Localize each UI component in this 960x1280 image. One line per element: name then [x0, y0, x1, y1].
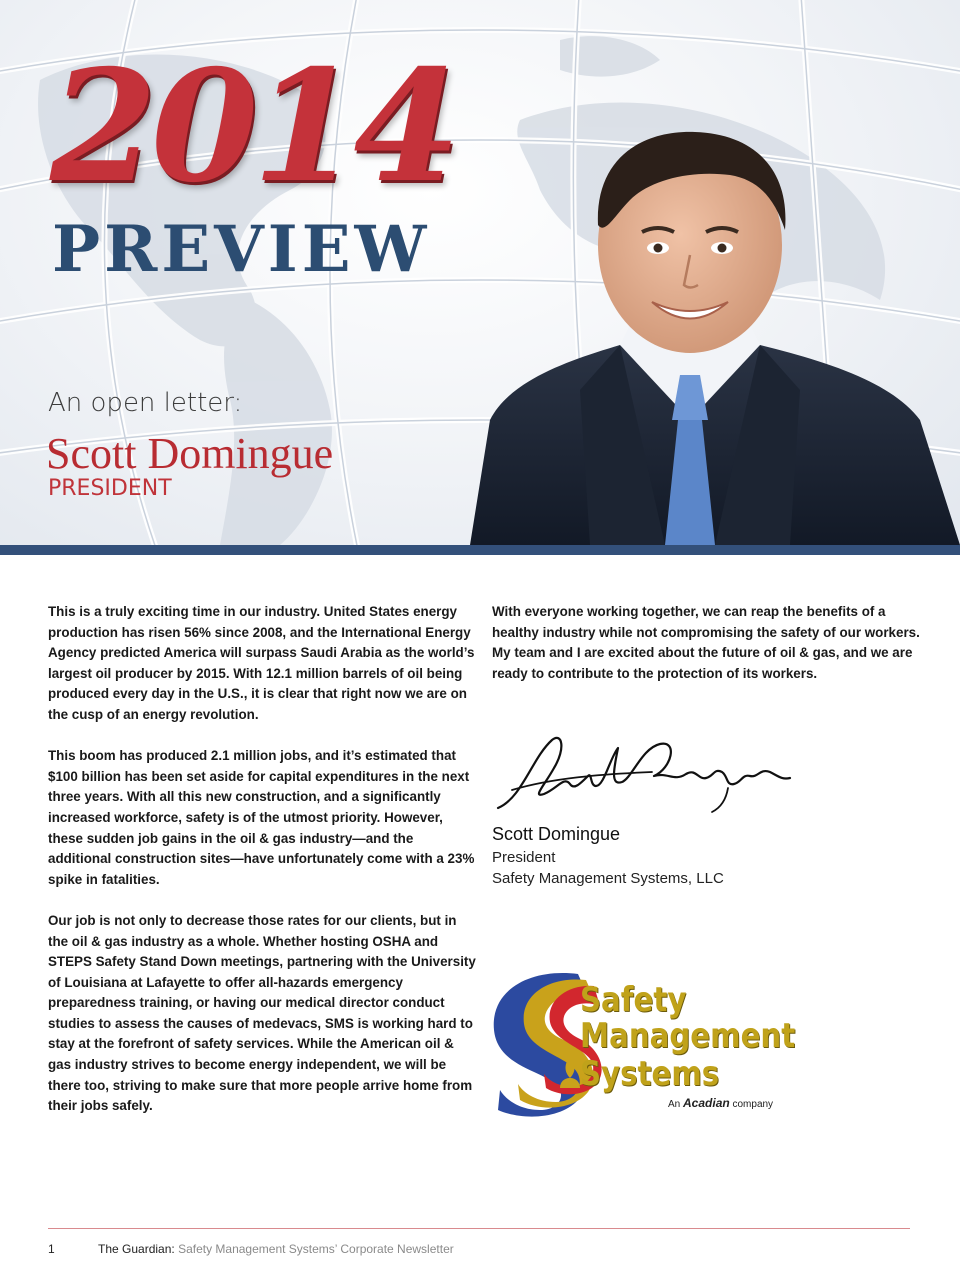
- preview-heading: PREVIEW: [52, 212, 431, 287]
- letter-paragraph: With everyone working together, we can reap the benefits of a healthy industry while not compromising the safety of our workers. My team and I are excited about the future of oil & gas, and we are ready to contribute to the protection of its workers.: [492, 604, 920, 681]
- header-banner: [0, 0, 960, 545]
- signoff-role: President: [492, 849, 556, 866]
- author-name: Scott Domingue: [46, 429, 334, 478]
- author-title: PRESIDENT: [48, 476, 172, 501]
- signoff-company: Safety Management Systems, LLC: [492, 870, 724, 887]
- letter-paragraph: This boom has produced 2.1 million jobs, and it’s estimated that $100 billion has been set aside for capital expenditures in the next three years. With all this new construction, and a significantly increased workforce, safety is of the utmost priority. However, these sudden job gains in the oil & gas industry—and the additional construction sites—have unfortunately come with a 23% spike in fatalities.: [48, 748, 475, 887]
- publication-name: The Guardian:: [98, 1242, 175, 1256]
- logo-text-line: Safety: [580, 980, 687, 1020]
- open-letter-label: An open letter:: [48, 388, 243, 418]
- signoff-name: Scott Domingue: [492, 824, 621, 844]
- acadian-tagline: [668, 1096, 773, 1110]
- logo-text-line: Management: [580, 1016, 796, 1056]
- letter-left-column: [48, 602, 478, 1137]
- publication-description: Safety Management Systems’ Corporate Newsletter: [178, 1242, 454, 1256]
- footer-publication: [98, 1242, 454, 1256]
- letter-paragraph: Our job is not only to decrease those rates for our clients, but in the oil & gas industry as a whole. Whether hosting OSHA and STEPS Safety Stand Down meetings, partnering with the University of Louisiana at Lafayette to offer all-hazards emergency preparedness training, or having our medical director conduct studies to assess the causes of medevacs, SMS is working hard to stay at the forefront of safety services. While the American oil & gas industry strives to become energy independent, we will be there too, striving to make sure that more people arrive home from their jobs safely.: [48, 912, 476, 1114]
- page-number: 1: [48, 1242, 55, 1256]
- acadian-brand: Acadian: [683, 1096, 730, 1110]
- year-heading: 2014: [50, 36, 455, 217]
- footer-divider: [48, 1228, 910, 1229]
- tagline-suffix: company: [732, 1099, 774, 1110]
- president-portrait-photo: [470, 120, 960, 545]
- logo-text-line: Systems: [580, 1054, 720, 1094]
- letter-paragraph: This is a truly exciting time in our industry. United States energy production has risen 56% since 2008, and the International Energy Agency predicted America will surpass Saudi Arabia as the world’s largest oil producer by 2015. With 12.1 million barrels of oil being produced every day in the U.S., it is clear that right now we are on the cusp of an energy revolution.: [48, 604, 475, 722]
- handwritten-signature: [492, 728, 792, 818]
- letter-right-column: [492, 602, 922, 705]
- tagline-prefix: An: [668, 1099, 681, 1110]
- header-divider-bar: [0, 545, 960, 555]
